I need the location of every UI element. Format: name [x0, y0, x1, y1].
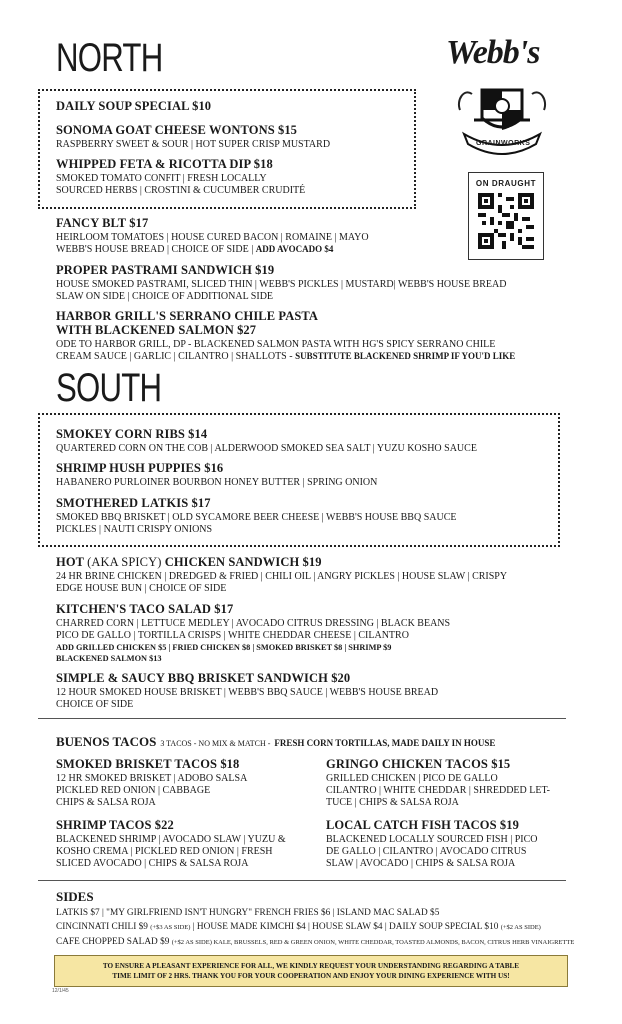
qr-code-icon[interactable] [478, 193, 534, 249]
sides-line: CINCINNATI CHILI $9 (+$3 AS SIDE) | HOUSE MADE KIMCHI $4 | HOUSE SLAW $4 | DAILY SOUP SPECIAL $10 (+$2 AS SIDE) [56, 922, 541, 933]
item-name: WHIPPED FETA & RICOTTA DIP [56, 157, 251, 171]
item-description: GRILLED CHICKEN | PICO DE GALLO [326, 772, 498, 784]
item-addon: ADD GRILLED CHICKEN $5 | FRIED CHICKEN $8 | SMOKED BRISKET $8 | SHRIMP $9 [56, 643, 392, 653]
item-price: $19 [499, 818, 519, 832]
menu-item-goat-cheese-wontons [56, 124, 330, 151]
crest-icon [454, 80, 550, 160]
item-name: LOCAL CATCH FISH TACOS [326, 818, 497, 832]
tacos-title: BUENOS TACOS [56, 734, 157, 749]
item-description: TUCE | CHIPS & SALSA ROJA [326, 797, 459, 809]
item-name: DAILY SOUP SPECIAL [56, 99, 189, 113]
menu-item-daily-soup [56, 100, 211, 114]
item-price: $18 [253, 157, 273, 171]
item-name: SIMPLE & SAUCY BBQ BRISKET SANDWICH [56, 671, 328, 685]
item-description: HABANERO PURLOINER BOURBON HONEY BUTTER | SPRING ONION [56, 476, 378, 488]
item-price: $18 [220, 757, 240, 771]
item-name: SMOKEY CORN RIBS [56, 427, 185, 441]
item-name: KITCHEN'S TACO SALAD [56, 602, 212, 616]
sides-line: CAFE CHOPPED SALAD $9 (+$2 AS SIDE) KALE, BRUSSELS, RED & GREEN ONION, WHITE CHEDDAR, TOASTED ALMONDS, BACON, CITRUS HERB VINAIGRETTE [56, 936, 575, 947]
item-price: $10 [192, 99, 212, 113]
sides-section [56, 889, 574, 949]
menu-item-shrimp-tacos [56, 819, 286, 870]
webbs-logo [440, 36, 562, 156]
item-name: PROPER PASTRAMI SANDWICH [56, 263, 252, 277]
item-name: SHRIMP HUSH PUPPIES [56, 461, 201, 475]
menu-item-fancy-blt: FANCY BLT $17 HEIRLOOM TOMATOES | HOUSE CURED BACON | ROMAINE | MAYO WEBB'S HOUSE BREAD | CHOICE OF SIDE | ADD AVOCADO $4 [56, 216, 369, 255]
north-title: NORTH [56, 36, 163, 80]
menu-item-taco-salad [56, 603, 450, 665]
logo-banner: GRAINWORKS [476, 140, 531, 147]
sides-line: LATKIS $7 | "MY GIRLFRIEND ISN'T HUNGRY" FRENCH FRIES $6 | ISLAND MAC SALAD $5 [56, 908, 440, 918]
menu-item-fish-tacos [326, 819, 537, 870]
footer-code: 12/1/45 [52, 988, 69, 994]
south-title: SOUTH [56, 366, 162, 410]
item-name: HOT [56, 555, 84, 569]
item-price: $14 [188, 427, 208, 441]
item-price: $22 [154, 818, 174, 832]
item-price: $17 [214, 602, 234, 616]
menu-item-corn-ribs [56, 428, 477, 455]
menu-item-brisket-tacos [56, 758, 247, 809]
item-price: $15 [277, 123, 298, 137]
item-description: CHOICE OF SIDE [56, 698, 134, 710]
menu-item-latkis [56, 497, 456, 536]
item-addon: ADD AVOCADO $4 [255, 243, 334, 254]
item-description: PICKLED RED ONION | CABBAGE [56, 784, 211, 796]
item-price: $17 [191, 496, 211, 510]
item-description: SMOKED TOMATO CONFIT | FRESH LOCALLY [56, 172, 267, 184]
item-description: BLACKENED SHRIMP | AVOCADO SLAW | YUZU & [56, 833, 286, 845]
tacos-header [56, 733, 495, 751]
menu-item-serrano-pasta [56, 310, 515, 363]
item-price: $16 [204, 461, 224, 475]
item-price: $17 [129, 216, 149, 230]
item-name: WITH BLACKENED SALMON [56, 322, 234, 337]
menu-item-feta-dip [56, 158, 305, 197]
item-name: SONOMA GOAT CHEESE WONTONS [56, 123, 275, 137]
item-description: 12 HOUR SMOKED HOUSE BRISKET | WEBB'S BBQ SAUCE | WEBB'S HOUSE BREAD [56, 686, 439, 698]
menu-item-hot-chicken [56, 556, 507, 595]
on-draught-box [468, 172, 544, 260]
item-description: HOUSE SMOKED PASTRAMI, SLICED THIN | WEBB'S PICKLES | MUSTARD| WEBB'S HOUSE BREAD [56, 278, 507, 290]
item-name: SMOKED BRISKET TACOS [56, 757, 218, 771]
item-description: QUARTERED CORN ON THE COB | ALDERWOOD SMOKED SEA SALT | YUZU KOSHO SAUCE [56, 442, 477, 454]
notice-line: TIME LIMIT OF 2 HRS. THANK YOU FOR YOUR COOPERATION AND ENJOY YOUR DINING EXPERIENCE WITH US! [112, 972, 510, 980]
item-description: PICO DE GALLO | TORTILLA CRISPS | WHITE CHEDDAR CHEESE | CILANTRO [56, 629, 409, 641]
item-description: 12 HR SMOKED BRISKET | ADOBO SALSA [56, 772, 248, 784]
item-price: $19 [302, 555, 322, 569]
item-description: ODE TO HARBOR GRILL, DP - BLACKENED SALMON PASTA WITH HG'S SPICY SERRANO CHILE [56, 338, 496, 350]
item-description: SLAW ON SIDE | CHOICE OF ADDITIONAL SIDE [56, 290, 274, 302]
divider [38, 880, 566, 881]
divider [38, 718, 566, 719]
item-description: SLICED AVOCADO | CHIPS & SALSA ROJA [56, 858, 249, 870]
logo-brand: Webb's [446, 34, 540, 71]
item-description: CHARRED CORN | LETTUCE MEDLEY | AVOCADO CITRUS DRESSING | BLACK BEANS [56, 617, 451, 629]
tacos-subtitle: 3 TACOS - NO MIX & MATCH - [160, 739, 271, 748]
item-price: $15 [491, 757, 511, 771]
sides-title: SIDES [56, 889, 94, 904]
item-addon: BLACKENED SALMON $13 [56, 654, 162, 664]
item-name: CHICKEN SANDWICH [164, 555, 300, 569]
on-draught-label: ON DRAUGHT [475, 179, 537, 188]
item-description: KOSHO CREMA | PICKLED RED ONION | FRESH [56, 845, 273, 857]
item-description: WEBB'S HOUSE BREAD | CHOICE OF SIDE [56, 243, 249, 255]
item-description: BLACKENED LOCALLY SOURCED FISH | PICO [326, 833, 538, 845]
item-price: $27 [237, 322, 257, 337]
item-addon: SUBSTITUTE BLACKENED SHRIMP IF YOU'D LIKE [295, 350, 516, 361]
tacos-subtitle-bold: FRESH CORN TORTILLAS, MADE DAILY IN HOUSE [274, 738, 496, 748]
item-price: $19 [255, 263, 275, 277]
menu-item-gringo-chicken-tacos [326, 758, 550, 809]
item-name: SHRIMP TACOS [56, 818, 152, 832]
notice-line: TO ENSURE A PLEASANT EXPERIENCE FOR ALL, WE KINDLY REQUEST YOUR UNDERSTANDING REGARDING A TABLE [102, 962, 520, 970]
item-description: CHIPS & SALSA ROJA [56, 797, 156, 809]
menu-item-bbq-brisket-sandwich [56, 672, 438, 711]
item-name-aside: (AKA SPICY) [87, 555, 162, 569]
item-description: CILANTRO | WHITE CHEDDAR | SHREDDED LET- [326, 784, 550, 796]
menu-item-pastrami [56, 264, 506, 303]
item-description: PICKLES | NAUTI CRISPY ONIONS [56, 523, 213, 535]
item-name: FANCY BLT [56, 216, 127, 230]
item-description: EDGE HOUSE BUN | CHOICE OF SIDE [56, 582, 227, 594]
item-name: HARBOR GRILL'S SERRANO CHILE PASTA [56, 309, 319, 323]
item-description: SOURCED HERBS | CROSTINI & CUCUMBER CRUDITÉ [56, 184, 306, 196]
item-price: $20 [331, 671, 351, 685]
item-name: SMOTHERED LATKIS [56, 496, 189, 510]
item-description: DE GALLO | CILANTRO | AVOCADO CITRUS [326, 845, 527, 857]
item-description: 24 HR BRINE CHICKEN | DREDGED & FRIED | CHILI OIL | ANGRY PICKLES | HOUSE SLAW | CRISPY [56, 570, 508, 582]
item-description: RASPBERRY SWEET & SOUR | HOT SUPER CRISP MUSTARD [56, 138, 331, 150]
item-description: HEIRLOOM TOMATOES | HOUSE CURED BACON | ROMAINE | MAYO [56, 231, 369, 243]
item-description: SLAW | AVOCADO | CHIPS & SALSA ROJA [326, 858, 516, 870]
item-description: SMOKED BBQ BRISKET | OLD SYCAMORE BEER CHEESE | WEBB'S HOUSE BBQ SAUCE [56, 511, 457, 523]
item-description: CREAM SAUCE | GARLIC | CILANTRO | SHALLOTS - [56, 350, 293, 362]
time-limit-notice [54, 955, 568, 987]
item-name: GRINGO CHICKEN TACOS [326, 757, 488, 771]
menu-item-hush-puppies [56, 462, 377, 489]
